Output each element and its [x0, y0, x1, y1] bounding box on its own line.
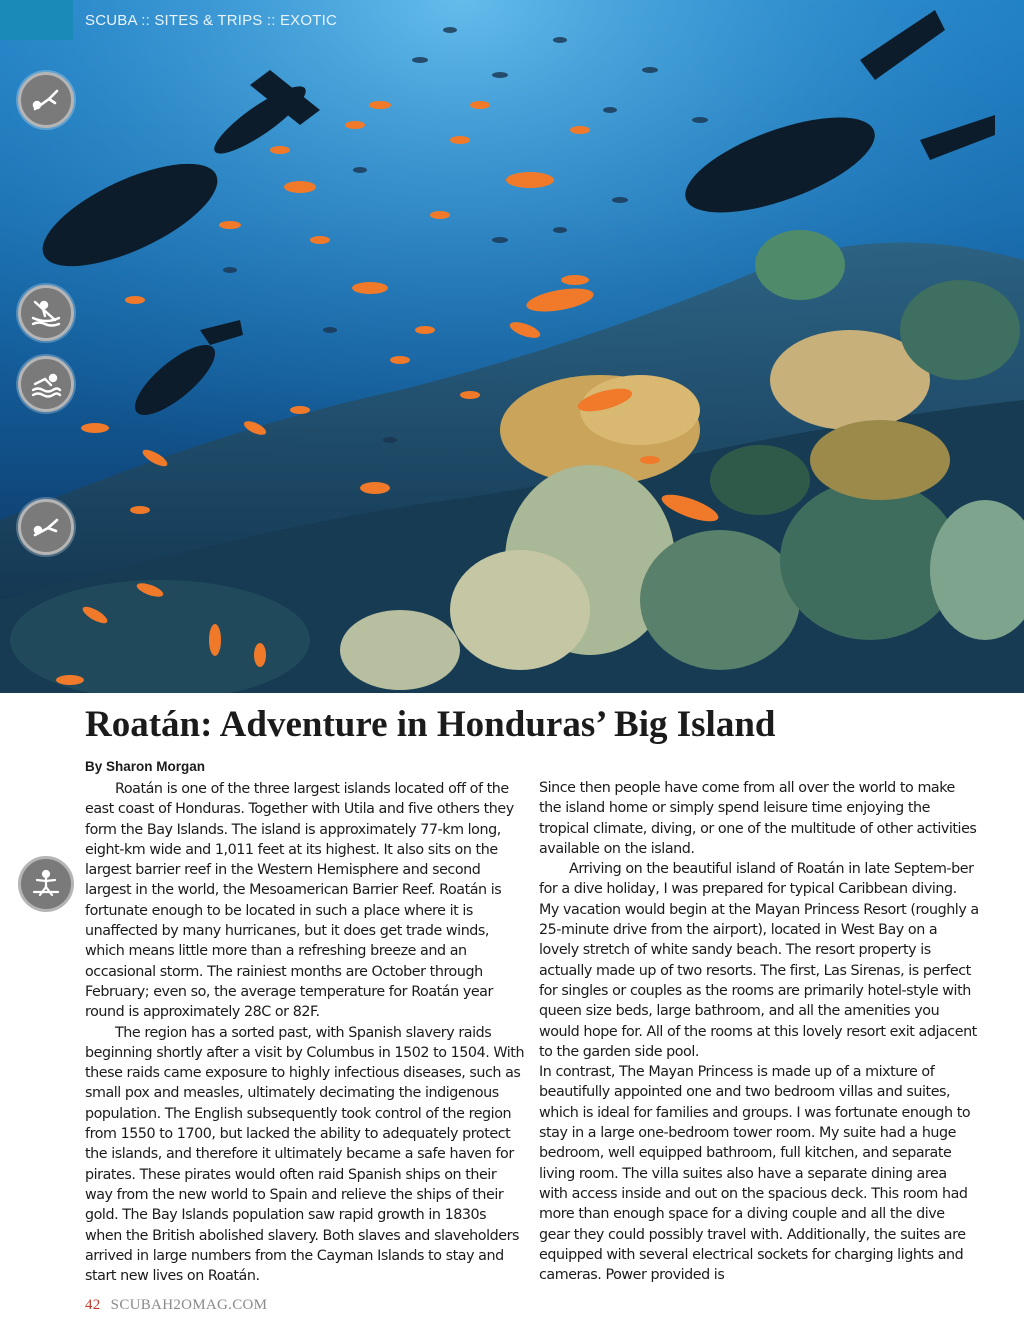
- paragraph: Since then people have come from all over the world to make the island home or simply spend leisure time enjoying the tropical climate, diving, or one of the multitude of other activities available on the island.: [539, 780, 977, 857]
- kayak-icon[interactable]: [18, 285, 74, 341]
- article-title: Roatán: Adventure in Honduras’ Big Island: [85, 704, 776, 745]
- page-footer: [85, 1297, 267, 1314]
- paragraph: In contrast, The Mayan Princess is made up of a mixture of beautifully appointed one and two bedroom villas and suites, which is ideal for families and groups. I was fortunate enough to stay in a large one-bedroom tower room. My suite had a huge bedroom, well equipped bathroom, full kitchen, and separate living room. The villa suites also have a separate dining area with access inside and out on the spacious deck. This room had more than enough space for a diving couple and all the dive gear they could possibly travel with. Additionally, the suites are equipped with several electrical sockets for charging lights and cameras. Power provided is: [539, 1064, 971, 1284]
- dancer-icon[interactable]: [18, 856, 74, 912]
- section-label: SCUBA :: SITES & TRIPS :: EXOTIC: [85, 12, 338, 29]
- article-column-left: [85, 779, 525, 1286]
- magazine-url[interactable]: SCUBAH2OMAG.COM: [110, 1297, 268, 1313]
- article-column-right: [539, 778, 979, 1285]
- swimmer-icon[interactable]: [18, 356, 74, 412]
- scuba-diver-icon[interactable]: [18, 72, 74, 128]
- article-byline: By Sharon Morgan: [85, 759, 206, 774]
- paragraph: Arriving on the beautiful island of Roatán in late Septem-ber for a dive holiday, I was prepared for typical Caribbean diving. My vacation would begin at the Mayan Princess Resort (roughly a 25-minute drive from the airport), located in West Bay on a lovely stretch of white sandy beach. The resort property is actually made up of two resorts. The first, Las Sirenas, is perfect for singles or couples as the rooms are primarily hotel-style with queen size beds, large bathroom, and all the amenities you would hope for. All of the rooms at this lovely resort exit adjacent to the garden side pool.: [539, 861, 979, 1060]
- paragraph: The region has a sorted past, with Spanish slavery raids beginning shortly after a visit by Columbus in 1502 to 1504. With these raids came exposure to highly infectious diseases, such as small pox and measles, ultimately decimating the indigenous population. The English subsequently took control of the region from 1550 to 1700, but lacked the ability to adequately protect the islands, and therefore it ultimately became a safe haven for pirates. These pirates would often raid Spanish ships on their way from the new world to Spain and relieve the ships of their gold. The Bay Islands population saw rapid growth in 1830s when the British abolished slavery. Both slaves and slaveholders arrived in large numbers from the Cayman Islands to stay and start new lives on Roatán.: [85, 1024, 525, 1285]
- snorkel-icon[interactable]: [18, 499, 74, 555]
- section-tab: [0, 0, 73, 40]
- paragraph: Roatán is one of the three largest islands located off of the east coast of Honduras. Together with Utila and five others they form the Bay Islands. The island is approximately 77-km long, eight-km wide and 1,011 feet at its highest. It also sits on the largest barrier reef in the Western Hemisphere and second largest in the world, the Mesoamerican Barrier Reef. Roatán is fortunate enough to be located in such a place where it is unaffected by many hurricanes, but it does get trade winds, which means little more than a refreshing breeze and an occasional storm. The rainiest months are October through February; even so, the average temperature for Roatán year round is approximately 28C or 82F.: [85, 781, 514, 1021]
- page-number: 42: [85, 1297, 101, 1313]
